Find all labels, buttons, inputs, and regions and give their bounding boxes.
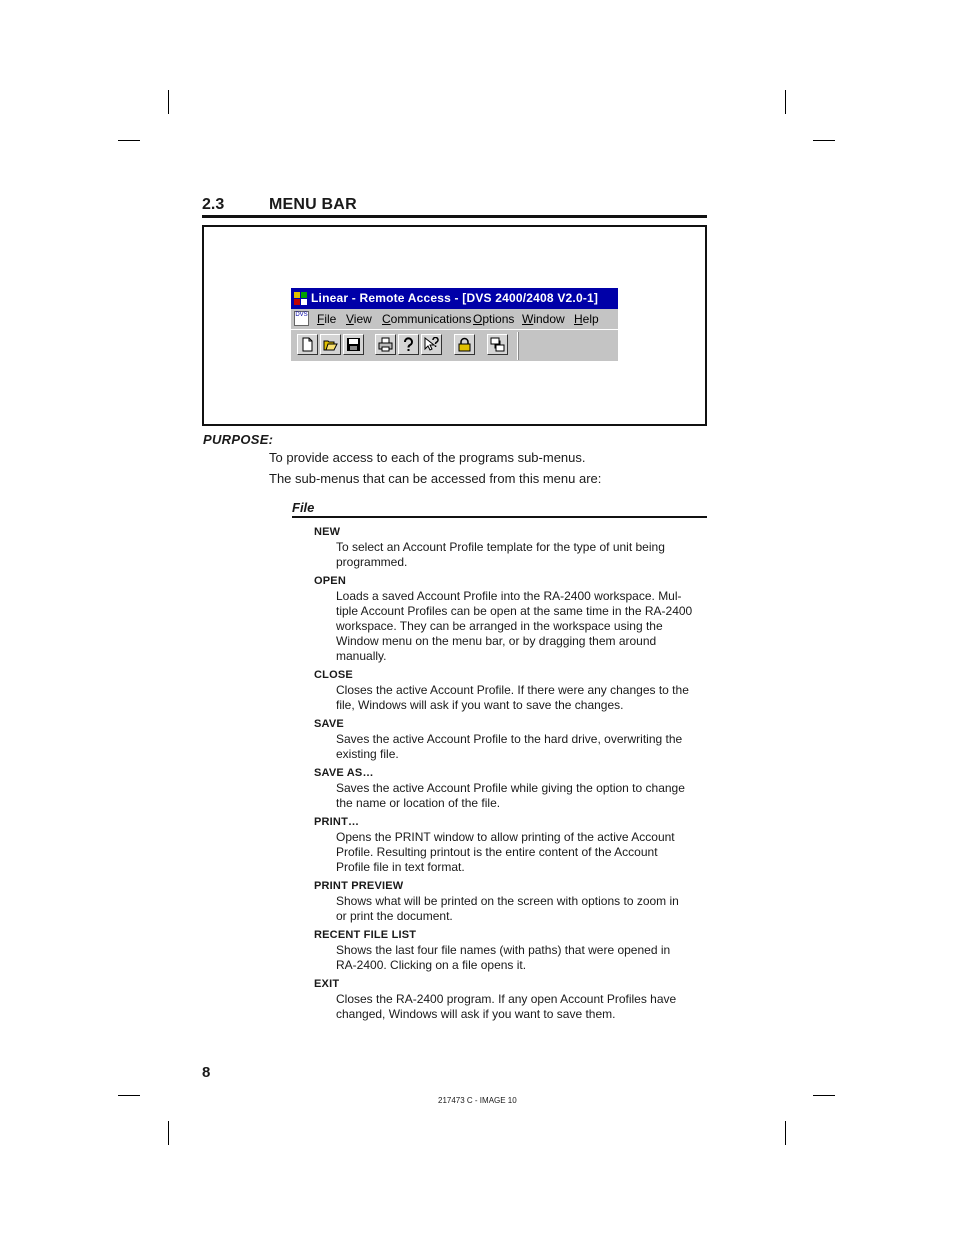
entry-term-recent-file-list: RECENT FILE LIST <box>314 929 417 941</box>
desc-line: To select an Account Profile template for the type of unit being <box>336 540 665 554</box>
menu-accel-key: O <box>473 312 483 326</box>
entry-description <box>336 830 716 875</box>
page-number: 8 <box>202 1064 211 1081</box>
desc-line: Opens the PRINT window to allow printing of the active Account <box>336 830 675 844</box>
menu-accel-key: F <box>317 312 325 326</box>
menu-help[interactable] <box>574 312 599 326</box>
toolbar <box>291 329 618 361</box>
new-icon <box>300 337 315 352</box>
help-button[interactable] <box>398 334 419 355</box>
entry-term-new: NEW <box>314 526 341 538</box>
menu-label-rest: elp <box>582 312 599 326</box>
desc-line: changed, Windows will ask if you want to save them. <box>336 1007 616 1021</box>
entry-description <box>336 589 716 664</box>
entry-description <box>336 894 716 924</box>
lock-button[interactable] <box>454 334 475 355</box>
entry-description <box>336 683 716 713</box>
entry-description <box>336 943 716 973</box>
crop-mark <box>785 1121 786 1145</box>
section-number: 2.3 <box>202 196 225 213</box>
crop-mark <box>118 1095 140 1096</box>
desc-line: Saves the active Account Profile while giving the option to change <box>336 781 685 795</box>
entry-term-save-as: SAVE AS… <box>314 767 374 779</box>
entry-description <box>336 732 716 762</box>
toolbar-separator <box>517 332 519 360</box>
menu-label-rest: ile <box>324 312 337 326</box>
entry-description <box>336 540 716 570</box>
menu-accel-key: H <box>574 312 583 326</box>
context-help-icon <box>424 337 439 352</box>
open-icon <box>323 337 338 352</box>
menu-accel-key: C <box>382 312 391 326</box>
desc-line: programmed. <box>336 555 408 569</box>
desc-line: manually. <box>336 649 387 663</box>
purpose-text: To provide access to each of the programs sub-menus. <box>269 450 586 465</box>
entry-term-close: CLOSE <box>314 669 353 681</box>
menu-accel-key: V <box>346 312 354 326</box>
context-help-button[interactable] <box>421 334 442 355</box>
desc-line: Saves the active Account Profile to the hard drive, overwriting the <box>336 732 683 746</box>
purpose-label: PURPOSE: <box>203 432 274 447</box>
open-button[interactable] <box>320 334 341 355</box>
entry-term-open: OPEN <box>314 575 346 587</box>
save-icon <box>346 337 361 352</box>
menu-communications[interactable] <box>382 312 471 326</box>
entry-term-print: PRINT… <box>314 816 360 828</box>
entry-term-exit: EXIT <box>314 978 340 990</box>
print-icon <box>378 337 393 352</box>
menu-label-rest: ommunications <box>390 312 472 326</box>
lock-icon <box>457 337 472 352</box>
crop-mark <box>813 1095 835 1096</box>
app-window-screenshot <box>291 288 618 361</box>
entry-term-save: SAVE <box>314 718 344 730</box>
desc-line: or print the document. <box>336 909 453 923</box>
menu-accel-key: W <box>522 312 534 326</box>
desc-line: Profile file in text format. <box>336 860 465 874</box>
connect-button[interactable] <box>487 334 508 355</box>
desc-line: existing file. <box>336 747 399 761</box>
menu-window[interactable] <box>522 312 565 326</box>
menu-label-rest: iew <box>353 312 372 326</box>
app-icon <box>294 292 307 305</box>
figure-frame <box>202 225 707 426</box>
desc-line: Closes the RA-2400 program. If any open Account Profiles have <box>336 992 677 1006</box>
section-title: MENU BAR <box>269 196 357 213</box>
print-button[interactable] <box>375 334 396 355</box>
menu-label-rest: indow <box>533 312 565 326</box>
desc-line: Window menu on the menu bar, or by dragging them around <box>336 634 657 648</box>
title-bar <box>291 288 618 309</box>
save-button[interactable] <box>343 334 364 355</box>
desc-line: Shows what will be printed on the screen with options to zoom in <box>336 894 679 908</box>
crop-mark <box>168 1121 169 1145</box>
new-button[interactable] <box>297 334 318 355</box>
desc-line: RA-2400. Clicking on a file opens it. <box>336 958 527 972</box>
document-icon[interactable]: DVS <box>294 311 309 326</box>
connect-icon <box>490 337 505 352</box>
desc-line: the name or location of the file. <box>336 796 501 810</box>
help-icon <box>401 337 416 352</box>
menu-label-rest: ptions <box>482 312 515 326</box>
crop-mark <box>118 140 140 141</box>
file-submenu-heading: File <box>292 500 707 518</box>
menu-bar <box>291 309 618 329</box>
section-heading <box>202 196 707 218</box>
desc-line: file, Windows will ask if you want to save the changes. <box>336 698 624 712</box>
crop-mark <box>168 90 169 114</box>
desc-line: Closes the active Account Profile. If there were any changes to the <box>336 683 689 697</box>
window-title: Linear - Remote Access - [DVS 2400/2408 V2.0-1] <box>311 291 599 305</box>
entry-description <box>336 992 716 1022</box>
menu-view[interactable] <box>346 312 372 326</box>
desc-line: Loads a saved Account Profile into the RA-2400 workspace. Mul- <box>336 589 682 603</box>
desc-line: workspace. They can be arranged in the workspace using the <box>336 619 663 633</box>
menu-file[interactable] <box>317 312 336 326</box>
crop-mark <box>813 140 835 141</box>
crop-mark <box>785 90 786 114</box>
desc-line: tiple Account Profiles can be open at the same time in the RA-2400 <box>336 604 693 618</box>
desc-line: Profile. Resulting printout is the entire content of the Account <box>336 845 658 859</box>
purpose-text: The sub-menus that can be accessed from this menu are: <box>269 471 602 486</box>
entry-description <box>336 781 716 811</box>
document-code: 217473 C - IMAGE 10 <box>438 1096 517 1105</box>
entry-term-print-preview: PRINT PREVIEW <box>314 880 404 892</box>
menu-options[interactable] <box>473 312 514 326</box>
desc-line: Shows the last four file names (with paths) that were opened in <box>336 943 671 957</box>
